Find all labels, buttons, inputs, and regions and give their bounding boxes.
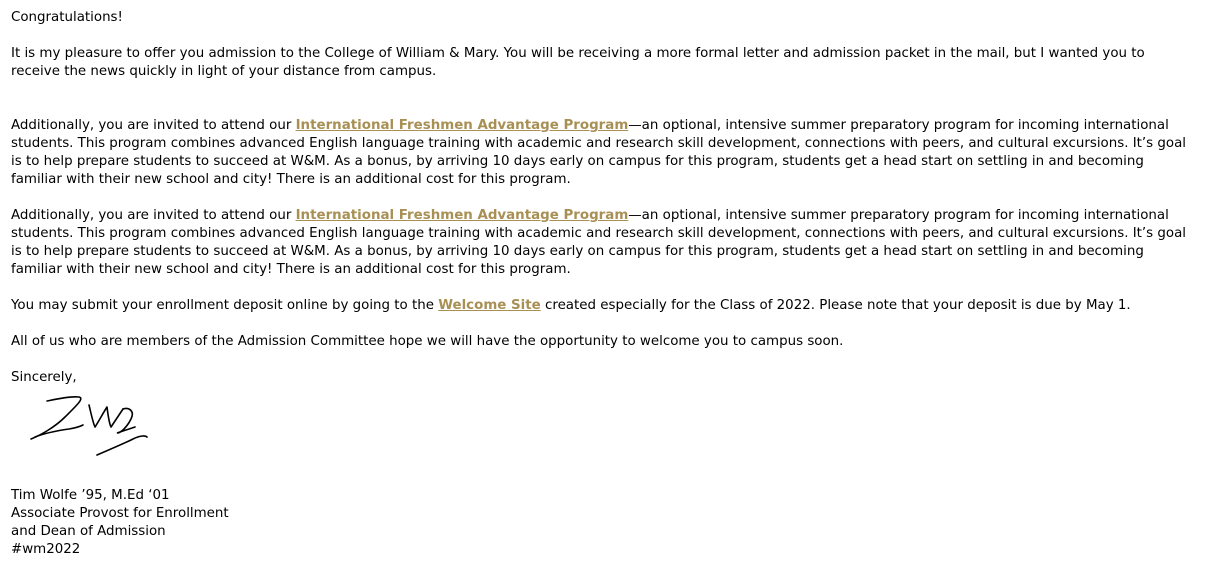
program-paragraph-1 xyxy=(11,117,1194,189)
program-paragraph-2 xyxy=(11,207,1194,279)
signer-name: Tim Wolfe ’95, M.Ed ‘01 xyxy=(11,488,170,503)
program-link-1[interactable]: International Freshmen Advantage Program xyxy=(295,118,629,133)
signature-block xyxy=(11,487,1194,559)
signer-title-2: and Dean of Admission xyxy=(11,524,166,539)
deposit-text-before: You may submit your enrollment deposit online by going to the xyxy=(11,298,439,313)
committee-paragraph: All of us who are members of the Admission Committee hope we will have the opportunity to welcome you to campus soon. xyxy=(11,334,844,349)
program-link-2[interactable]: International Freshmen Advantage Program xyxy=(295,208,629,223)
signature-image xyxy=(25,393,155,461)
greeting: Congratulations! xyxy=(11,10,123,25)
program-text-after: —an optional, intensive summer preparatory program for incoming international students. This program combines advanced English language training with academic and research skill development, connections with peers, and cultural excursions. It’s goal is to help prepare students to succeed at W&M. As a bonus, by arriving 10 days early on campus for this program, students get a head start on settling in and becoming familiar with their new school and city! There is an additional cost for this program. xyxy=(11,118,1187,187)
hashtag: #wm2022 xyxy=(11,542,81,557)
deposit-paragraph xyxy=(11,297,1194,315)
admission-paragraph: It is my pleasure to offer you admission to the College of William & Mary. You will be receiving a more formal letter and admission packet in the mail, but I wanted you to receive the news quickly in light of your distance from campus. xyxy=(11,46,1145,79)
program-text-before: Additionally, you are invited to attend our xyxy=(11,208,296,223)
closing: Sincerely, xyxy=(11,370,77,385)
signer-title-1: Associate Provost for Enrollment xyxy=(11,506,229,521)
welcome-site-link[interactable]: Welcome Site xyxy=(438,298,541,313)
program-text-before: Additionally, you are invited to attend our xyxy=(11,118,296,133)
signature xyxy=(11,387,1194,487)
program-text-after: —an optional, intensive summer preparatory program for incoming international students. This program combines advanced English language training with academic and research skill development, connections with peers, and cultural excursions. It’s goal is to help prepare students to succeed at W&M. As a bonus, by arriving 10 days early on campus for this program, students get a head start on settling in and becoming familiar with their new school and city! There is an additional cost for this program. xyxy=(11,208,1187,277)
deposit-text-after: created especially for the Class of 2022. Please note that your deposit is due by May 1. xyxy=(540,298,1131,313)
